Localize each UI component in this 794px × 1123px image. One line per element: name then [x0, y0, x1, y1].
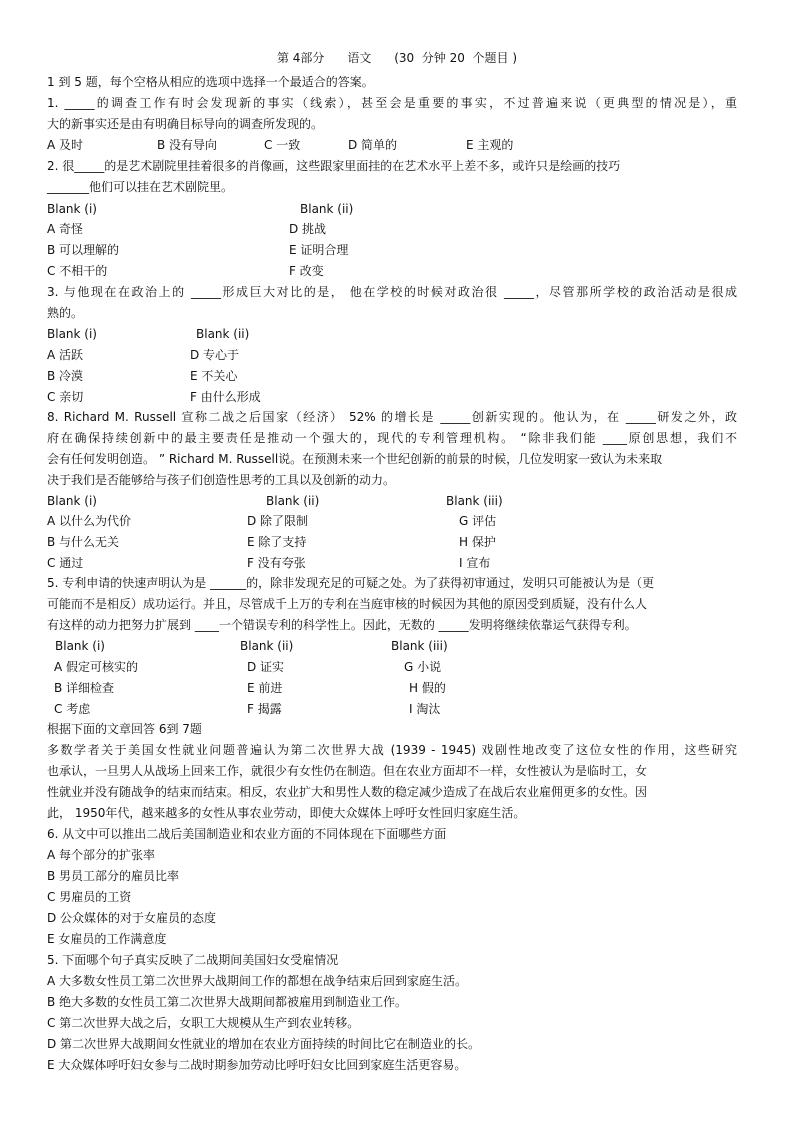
- q3-blank-ii-label: Blank (ii): [196, 327, 250, 341]
- q2-blank-ii-label: Blank (ii): [300, 202, 354, 216]
- q8-option-f: F 没有夸张: [247, 556, 306, 570]
- q8-stem-line3: 会有任何发明创造。 ” Richard M. Russell说。在预测未来一个世纪创新的前景的时候，几位发明家一致认为未来取: [47, 452, 663, 466]
- q5-blank-i-label: Blank (i): [55, 639, 105, 653]
- q8-stem-line4: 决于我们是否能够给与孩子们创造性思考的工具以及创新的动力。: [47, 473, 396, 487]
- q5-option-b: B 详细检查: [54, 681, 115, 695]
- q1-stem-line1: 1. _____的调查工作有时会发现新的事实（线索），甚至会是重要的事实，不过普遍来说（更典型的情况是），重: [47, 96, 737, 110]
- q7-option-d: D 第二次世界大战期间女性就业的增加在农业方面持续的时间比它在制造业的长。: [47, 1037, 481, 1051]
- q1-option-d: D 简单的: [348, 138, 398, 152]
- q5-option-c: C 考虑: [54, 702, 91, 716]
- q5-option-h: H 假的: [409, 681, 446, 695]
- q7-stem: 5. 下面哪个句子真实反映了二战期间美国妇女受雇情况: [47, 953, 339, 967]
- q2-option-b: B 可以理解的: [47, 243, 120, 257]
- q8-blank-i-label: Blank (i): [47, 494, 97, 508]
- q3-option-c: C 亲切: [47, 390, 84, 404]
- q7-option-e: E 大众媒体呼吁妇女参与二战时期参加劳动比呼吁妇女比回到家庭生活更容易。: [47, 1058, 467, 1072]
- q6-option-b: B 男员工部分的雇员比率: [47, 869, 180, 883]
- q1-option-e: E 主观的: [466, 138, 514, 152]
- q8-option-i: I 宣布: [459, 556, 491, 570]
- q6-option-a: A 每个部分的扩张率: [47, 848, 156, 862]
- q2-option-a: A 奇怪: [47, 222, 84, 236]
- q8-stem-line2: 府在确保持续创新中的最主要责任是推动一个强大的，现代的专利管理机构。 “除非我们能 ____原创思想，我们不: [47, 431, 737, 445]
- q5-stem-line1: 5. 专利申请的快速声明认为是 ______的，除非发现充足的可疑之处。为了获得初审通过，发明只可能被认为是（更: [47, 576, 655, 590]
- q6-option-c: C 男雇员的工资: [47, 890, 132, 904]
- q6-stem: 6. 从文中可以推出二战后美国制造业和农业方面的不同体现在下面哪些方面: [47, 827, 447, 841]
- q1-option-b: B 没有导向: [157, 138, 218, 152]
- q8-blank-iii-label: Blank (iii): [446, 494, 503, 508]
- q8-blank-ii-label: Blank (ii): [266, 494, 320, 508]
- q2-option-f: F 改变: [289, 264, 324, 278]
- q2-stem-line2: _______他们可以挂在艺术剧院里。: [47, 180, 234, 194]
- q3-stem-line2: 熟的。: [47, 306, 84, 320]
- q5-option-g: G 小说: [404, 660, 442, 674]
- q5-option-f: F 揭露: [247, 702, 282, 716]
- q5-stem-line2: 可能而不是相反）成功运行。并且，尽管成千上万的专利在当庭审核的时候因为其他的原因受到质疑，没有什么人: [47, 597, 648, 611]
- q1-option-a: A 及时: [47, 138, 84, 152]
- q5-stem-line3: 有这样的动力把努力扩展到 ____一个错误专利的科学性上。因此，无数的 _____发明将继续依靠运气获得专利。: [47, 618, 637, 632]
- q5-blank-ii-label: Blank (ii): [240, 639, 294, 653]
- q8-option-b: B 与什么无关: [47, 535, 120, 549]
- q3-option-a: A 活跃: [47, 348, 84, 362]
- q2-stem-line1: 2. 很_____的是艺术剧院里挂着很多的肖像画，这些跟家里面挂的在艺术水平上差不多，或许只是绘画的技巧: [47, 159, 621, 173]
- q8-option-d: D 除了限制: [247, 514, 309, 528]
- q5-option-e: E 前进: [247, 681, 283, 695]
- section-title: 第 4部分 语文 (30 分钟 20 个题目 ): [276, 51, 517, 65]
- q8-option-e: E 除了支持: [247, 535, 307, 549]
- q5-blank-iii-label: Blank (iii): [391, 639, 448, 653]
- q2-option-e: E 证明合理: [289, 243, 349, 257]
- passage-line3: 性就业并没有随战争的结束而结束。相反，农业扩大和男性人数的稳定减少造成了在战后农业雇佣更多的女性。因: [47, 785, 648, 799]
- q1-stem-line2: 大的新事实还是由有明确目标导向的调查所发现的。: [47, 117, 324, 131]
- q8-option-a: A 以什么为代价: [47, 514, 132, 528]
- q6-option-d: D 公众媒体的对于女雇员的态度: [47, 911, 217, 925]
- q3-option-d: D 专心于: [190, 348, 240, 362]
- passage-intro: 根据下面的文章回答 6到 7题: [47, 722, 202, 736]
- q7-option-c: C 第二次世界大战之后，女职工大规模从生产到农业转移。: [47, 1016, 360, 1030]
- q2-blank-i-label: Blank (i): [47, 202, 97, 216]
- q2-option-d: D 挑战: [289, 222, 327, 236]
- q3-stem-line1: 3. 与他现在在政治上的 _____形成巨大对比的是， 他在学校的时候对政治很 _____，尽管那所学校的政治活动是很成: [47, 285, 737, 299]
- q5-option-a: A 假定可核实的: [54, 660, 139, 674]
- passage-line2: 也承认，一旦男人从战场上回来工作，就很少有女性仍在制造。但在农业方面却不一样，女性被认为是临时工，女: [47, 764, 648, 778]
- instructions: 1 到 5 题，每个空格从相应的选项中选择一个最适合的答案。: [47, 75, 374, 89]
- q8-option-c: C 通过: [47, 556, 84, 570]
- q8-stem-line1: 8. Richard M. Russell 宣称二战之后国家（经济） 52% 的增长是 _____创新实现的。他认为，在 _____研发之外，政: [47, 410, 737, 424]
- q3-option-f: F 由什么形成: [190, 390, 261, 404]
- q5-option-d: D 证实: [247, 660, 285, 674]
- q3-option-e: E 不关心: [190, 369, 238, 383]
- q5-option-i: I 淘汰: [409, 702, 441, 716]
- q3-blank-i-label: Blank (i): [47, 327, 97, 341]
- q3-option-b: B 冷漠: [47, 369, 84, 383]
- q7-option-b: B 绝大多数的女性员工第二次世界大战期间都被雇用到制造业工作。: [47, 995, 408, 1009]
- q8-option-g: G 评估: [459, 514, 497, 528]
- q7-option-a: A 大多数女性员工第二次世界大战期间工作的都想在战争结束后回到家庭生活。: [47, 974, 468, 988]
- passage-line4: 此， 1950年代，越来越多的女性从事农业劳动，即使大众媒体上呼吁女性回归家庭生活。: [47, 806, 526, 820]
- q1-option-c: C 一致: [264, 138, 301, 152]
- q8-option-h: H 保护: [459, 535, 496, 549]
- passage-line1: 多数学者关于美国女性就业问题普遍认为第二次世界大战 (1939 - 1945) 戏剧性地改变了这位女性的作用，这些研究: [47, 743, 737, 757]
- q6-option-e: E 女雇员的工作满意度: [47, 932, 167, 946]
- q2-option-c: C 不相干的: [47, 264, 108, 278]
